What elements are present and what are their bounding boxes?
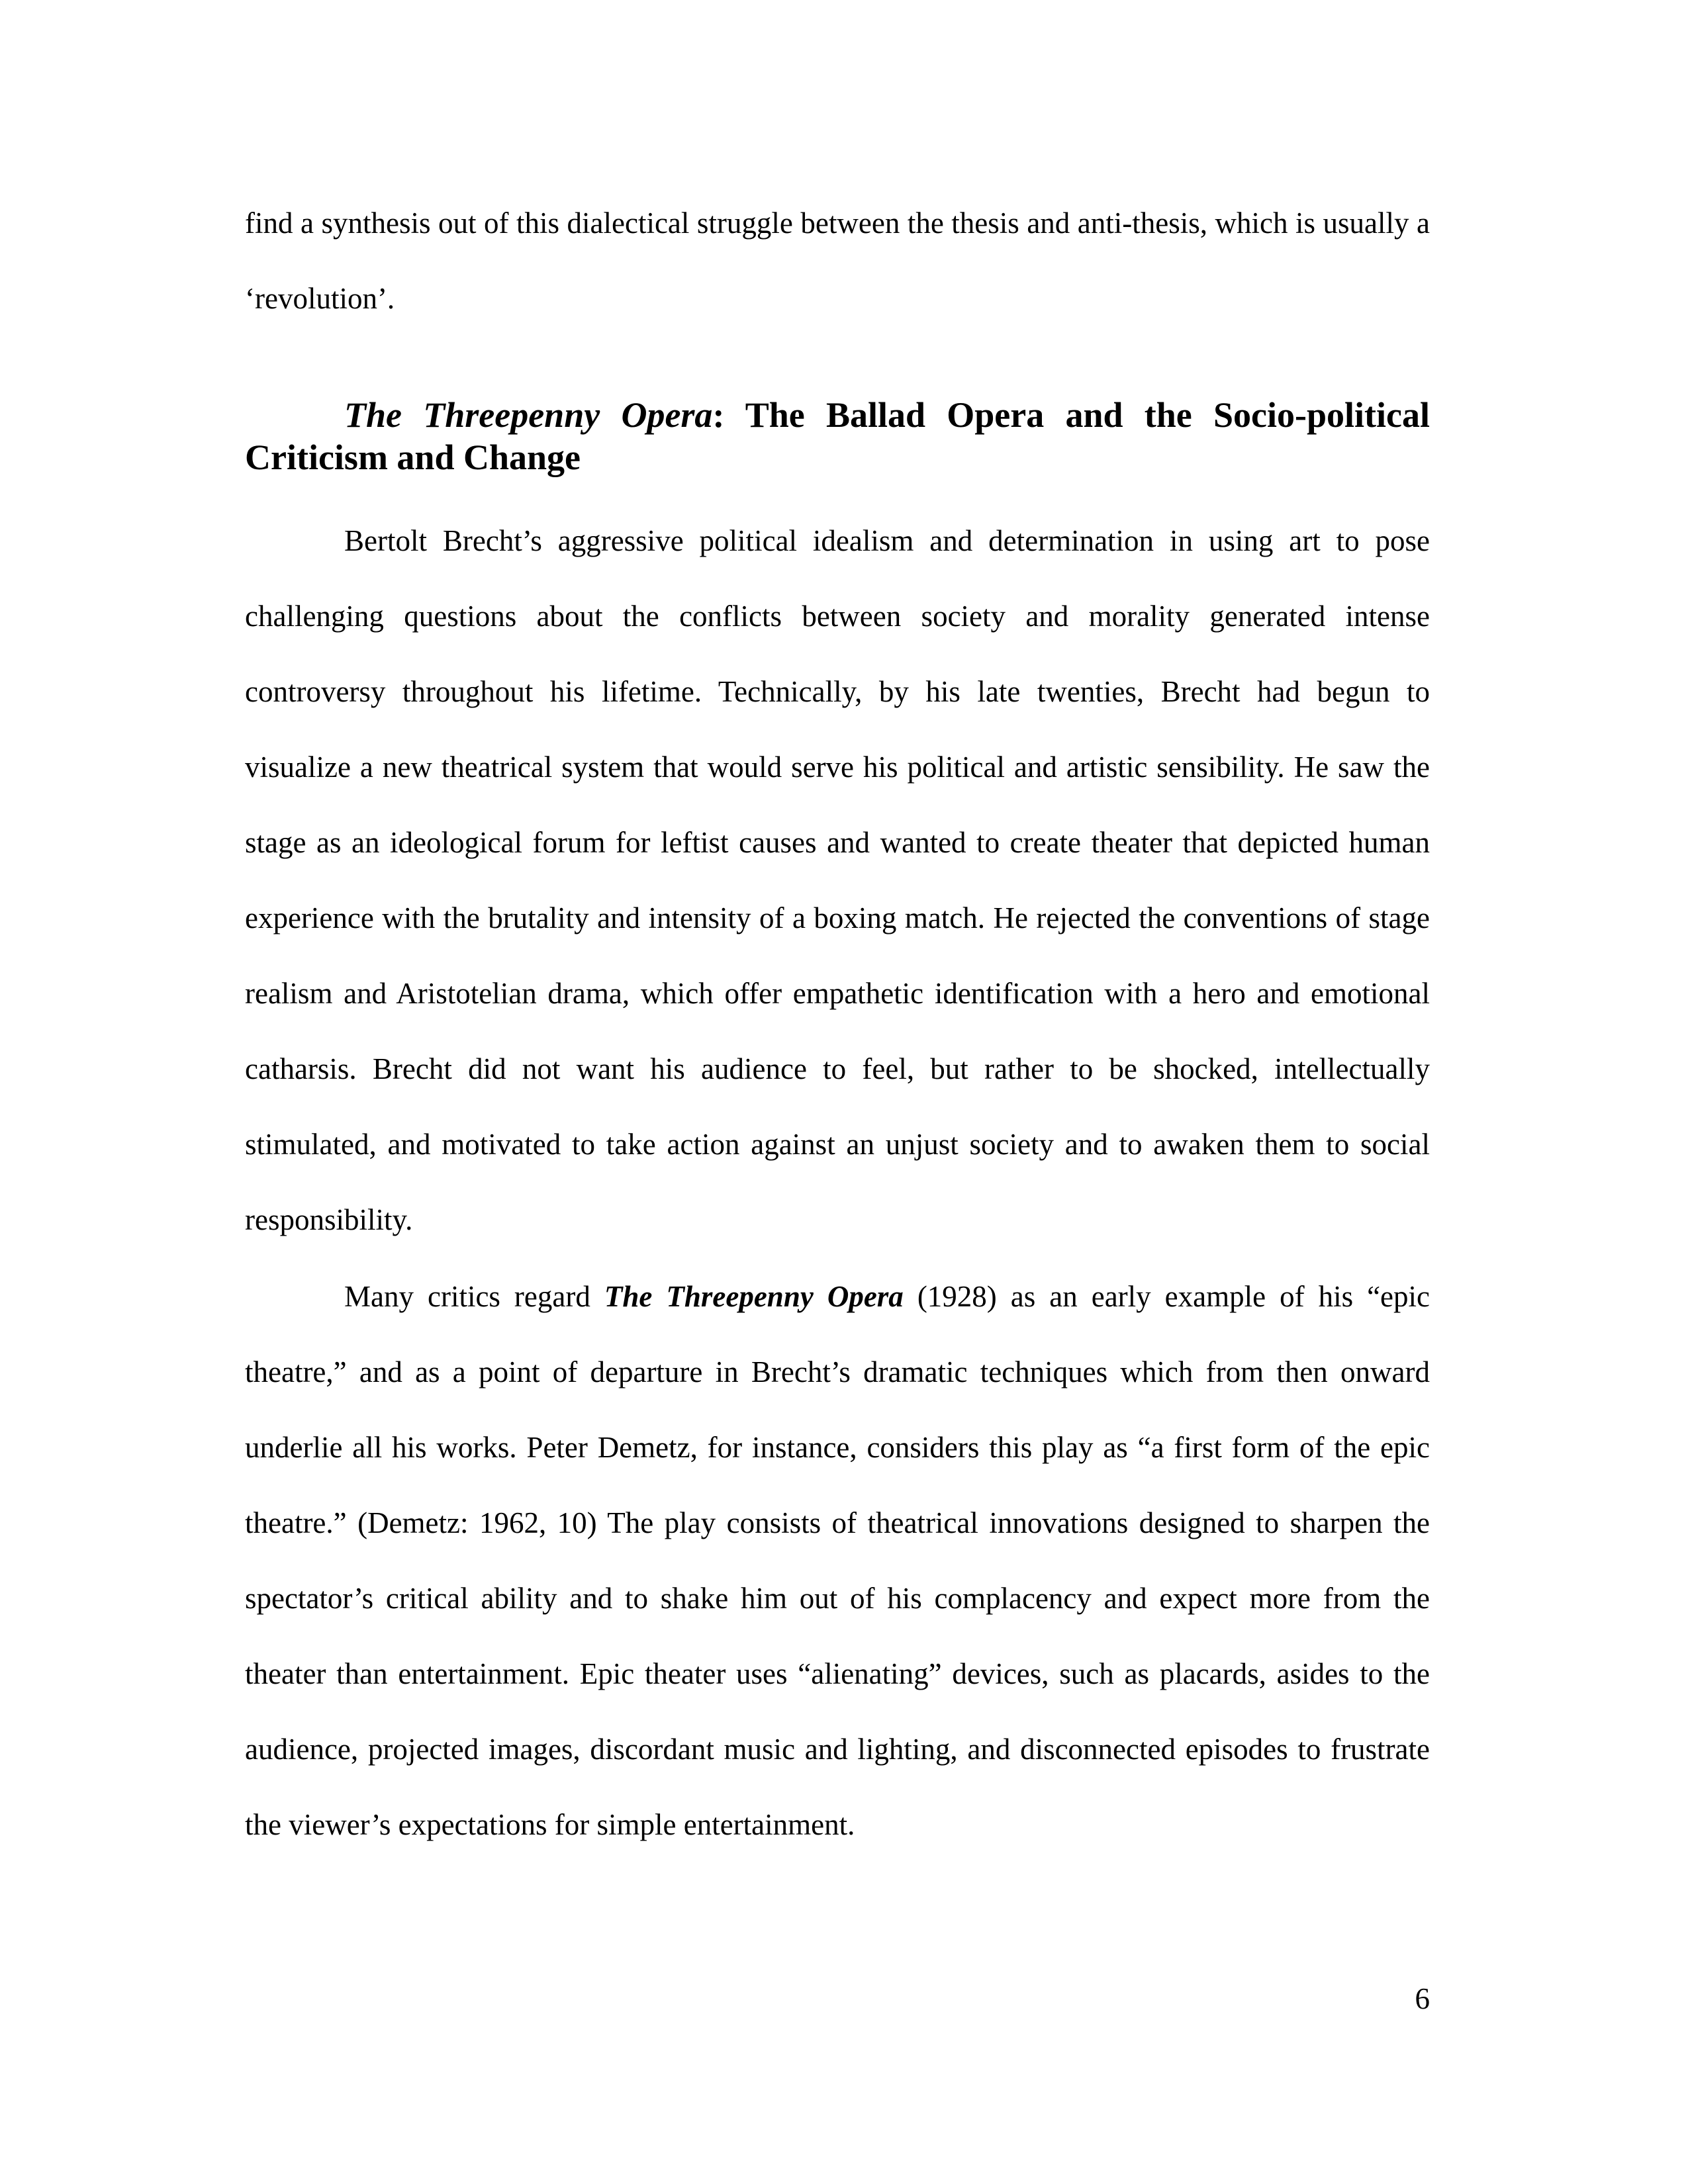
paragraph-continued: find a synthesis out of this dialectical struggle between the thesis and anti-thesis, which is usually a ‘revolution’. — [245, 206, 1430, 315]
section-heading — [245, 394, 1430, 478]
paragraph-brecht-idealism: Bertolt Brecht’s aggressive political idealism and determination in using art to pose challenging questions about the conflicts between society and morality generated intense controversy throughout his lifetime. Technically, by his late twenties, Brecht had begun to visualize a new theatrical system that would serve his political and artistic sensibility. He saw the stage as an ideological forum for leftist causes and wanted to create theater that depicted human experience with the brutality and intensity of a boxing match. He rejected the conventions of stage realism and Aristotelian drama, which offer empathetic identification with a hero and emotional catharsis. Brecht did not want his audience to feel, but rather to be shocked, intellectually stimulated, and motivated to take action against an unjust society and to awaken them to social responsibility. — [245, 524, 1430, 1236]
paragraph-epic-theatre — [245, 1259, 1430, 1862]
paragraph-epic-theatre-body: (1928) as an early example of his “epic theatre,” and as a point of departure in Brecht’s dramatic techniques which from then onward underlie all his works. Peter Demetz, for instance, considers this play as “a first form of the epic theatre.” (Demetz: 1962, 10) The play consists of theatrical innovations designed to sharpen the spectator’s critical ability and to shake him out of his complacency and expect more from the theater than entertainment. Epic theater uses “alienating” devices, such as placards, asides to the audience, projected images, discordant music and lighting, and disconnected episodes to frustrate the viewer’s expectations for simple entertainment. — [245, 1280, 1430, 1841]
page-number: 6 — [1415, 1982, 1430, 2015]
play-title: The Threepenny Opera — [604, 1280, 904, 1313]
paragraph-epic-theatre-intro: Many critics regard — [344, 1280, 590, 1313]
section-heading-title: The Threepenny Opera — [344, 395, 713, 435]
section-heading-subtitle: : The Ballad Opera and the Socio-political Criticism and Change — [245, 395, 1430, 477]
